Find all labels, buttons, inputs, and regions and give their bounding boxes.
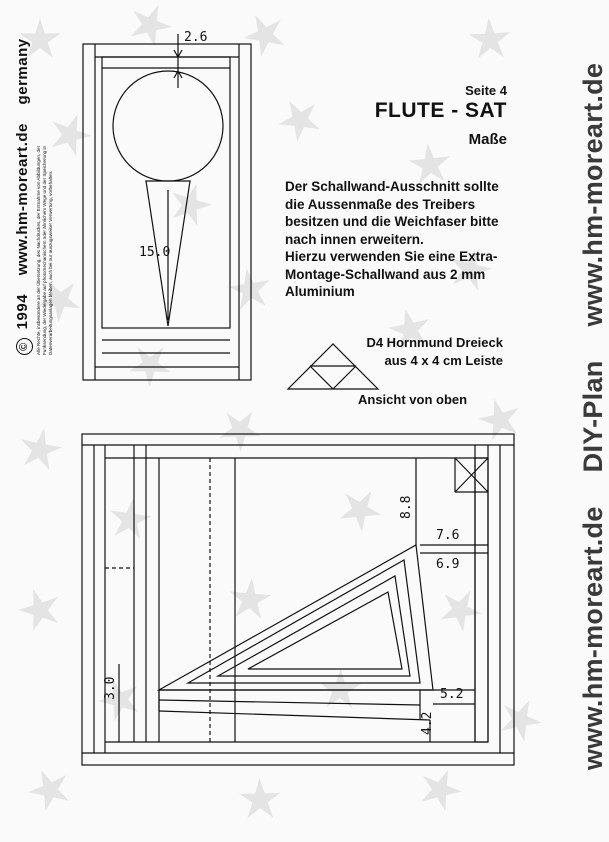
back-strip xyxy=(475,458,488,742)
description-line: Aluminium xyxy=(285,284,355,299)
horn-note-line-1: D4 Hornmund Dreieck xyxy=(366,335,503,350)
copyright-country: germany xyxy=(14,38,31,105)
description-line: Montage-Schallwand aus 2 mm xyxy=(285,266,486,282)
page-subtitle: Maße xyxy=(468,131,507,148)
top-view-caption: Ansicht von oben xyxy=(358,392,468,407)
legal-line-2: Funksendung, der Wiedergabe auf photomechanischem oder ähnlichem Wege und der Speicherung in xyxy=(42,145,47,355)
horn-base xyxy=(159,711,430,720)
front-view-drawing xyxy=(83,34,251,380)
horn-wall-3 xyxy=(218,576,410,676)
legal-line-3: Datenverarbeitungsanlagen bleiben, auch bei nur auszugsweiser Verwertung, vorbehalten. xyxy=(48,170,53,355)
dim-label-8-8: 8.8 xyxy=(399,495,414,519)
page-title: FLUTE - SAT xyxy=(374,99,507,122)
top-view-drawing xyxy=(82,434,514,765)
horn-note-line-2: aus 4 x 4 cm Leiste xyxy=(384,352,503,368)
banner-diy-plan: DIY-Plan xyxy=(578,360,608,473)
copyright-site: www.hm-moreart.de xyxy=(14,123,31,276)
description-line: die Aussenmaße des Treibers xyxy=(285,196,476,212)
horn-triangle-inner xyxy=(333,366,356,389)
front-outer-frame xyxy=(83,44,251,380)
banner-site-2: www.hm-moreart.de xyxy=(578,62,608,327)
description-line: nach innen erweitern. xyxy=(285,231,424,247)
horn-wall-4 xyxy=(248,592,402,669)
dim-label-3-0: 3.0 xyxy=(103,676,118,700)
dim-label-4-2: 4.2 xyxy=(420,711,435,735)
dim-label-5-2: 5.2 xyxy=(440,687,464,702)
dim-label-6-9: 6.9 xyxy=(436,557,460,572)
horn-mouth-diagram xyxy=(288,344,378,389)
copyright-year: 1994 xyxy=(14,293,31,330)
horn-base xyxy=(159,700,420,705)
page-number: Seite 4 xyxy=(465,83,507,98)
horn-triangle-inner xyxy=(310,366,333,389)
description-line: Der Schallwand-Ausschnitt sollte xyxy=(285,179,499,194)
horn-wall-2 xyxy=(188,560,420,683)
description-line: besitzen und die Weichfaser bitte xyxy=(285,214,499,229)
copyright-symbol: © xyxy=(16,338,33,355)
dim-label-cone: 15.0 xyxy=(139,245,171,260)
dim-label-top-offset: 2.6 xyxy=(184,30,208,45)
driver-cutout-circle xyxy=(113,71,223,181)
banner-site-1: www.hm-moreart.de xyxy=(578,506,608,770)
description-line: Hierzu verwenden Sie eine Extra- xyxy=(285,249,498,264)
legal-line-1: Alle Rechte, insbesondere an der Übersetzung, des Nachdruckes, der Entnahme von Abbildungen, der xyxy=(36,145,41,355)
dim-label-7-6: 7.6 xyxy=(436,528,460,543)
